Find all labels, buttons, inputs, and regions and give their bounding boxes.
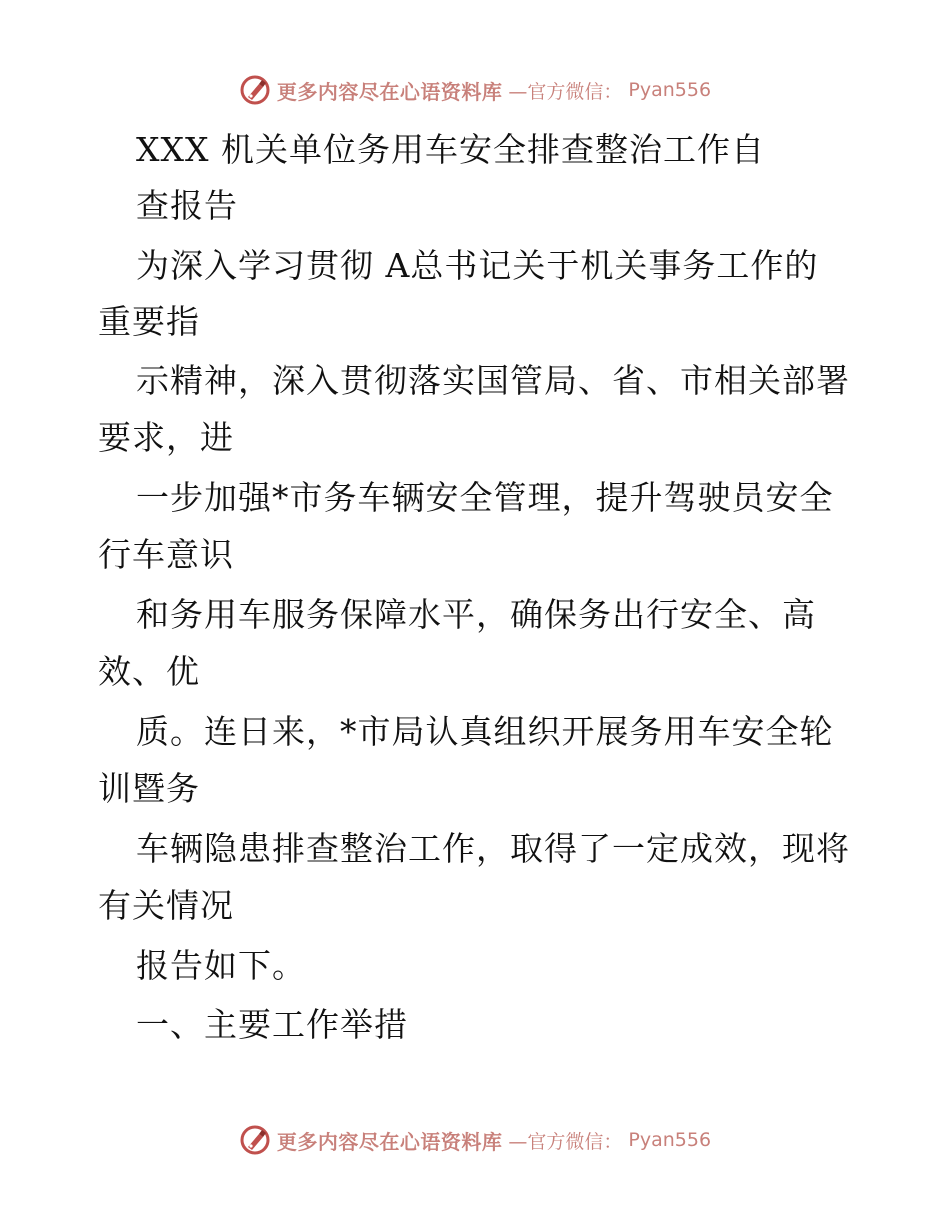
document-title-line-2: 查报告 xyxy=(136,186,238,225)
paragraph-line: 效、优 xyxy=(98,652,200,691)
paragraph-line: 为深入学习贯彻 A总书记关于机关事务工作的 xyxy=(136,246,819,285)
paragraph-line: 行车意识 xyxy=(98,535,234,574)
paragraph-line: 重要指 xyxy=(98,302,200,341)
paragraph-line: 示精神，深入贯彻落实国管局、省、市相关部署 xyxy=(136,361,850,400)
footer-banner-account: Pyan556 xyxy=(628,1129,712,1151)
paragraph-line: 有关情况 xyxy=(98,886,234,925)
paragraph-line: 一步加强*市务车辆安全管理，提升驾驶员安全 xyxy=(136,478,834,517)
footer-banner xyxy=(0,1120,950,1160)
paragraph-line: 报告如下。 xyxy=(136,946,306,985)
pen-nib-logo-icon xyxy=(239,1124,271,1156)
paragraph-line: 车辆隐患排查整治工作，取得了一定成效，现将 xyxy=(136,829,850,868)
pen-nib-logo-icon xyxy=(239,74,271,106)
section-heading: 一、主要工作举措 xyxy=(136,1005,408,1044)
paragraph-line: 质。连日来，*市局认真组织开展务用车安全轮 xyxy=(136,712,834,751)
paragraph-line: 和务用车服务保障水平，确保务出行安全、高 xyxy=(136,595,816,634)
header-banner-account: Pyan556 xyxy=(628,79,712,101)
document-title-line-1: XXX 机关单位务用车安全排查整治工作自 xyxy=(136,130,765,169)
header-banner-separator: —官方微信： xyxy=(508,80,623,103)
footer-banner-separator: —官方微信： xyxy=(508,1130,623,1153)
footer-banner-text: 更多内容尽在心语资料库 xyxy=(276,1129,503,1154)
header-banner-text: 更多内容尽在心语资料库 xyxy=(276,79,503,104)
paragraph-line: 训暨务 xyxy=(98,769,200,808)
paragraph-line: 要求，进 xyxy=(98,418,234,457)
header-banner xyxy=(0,70,950,110)
